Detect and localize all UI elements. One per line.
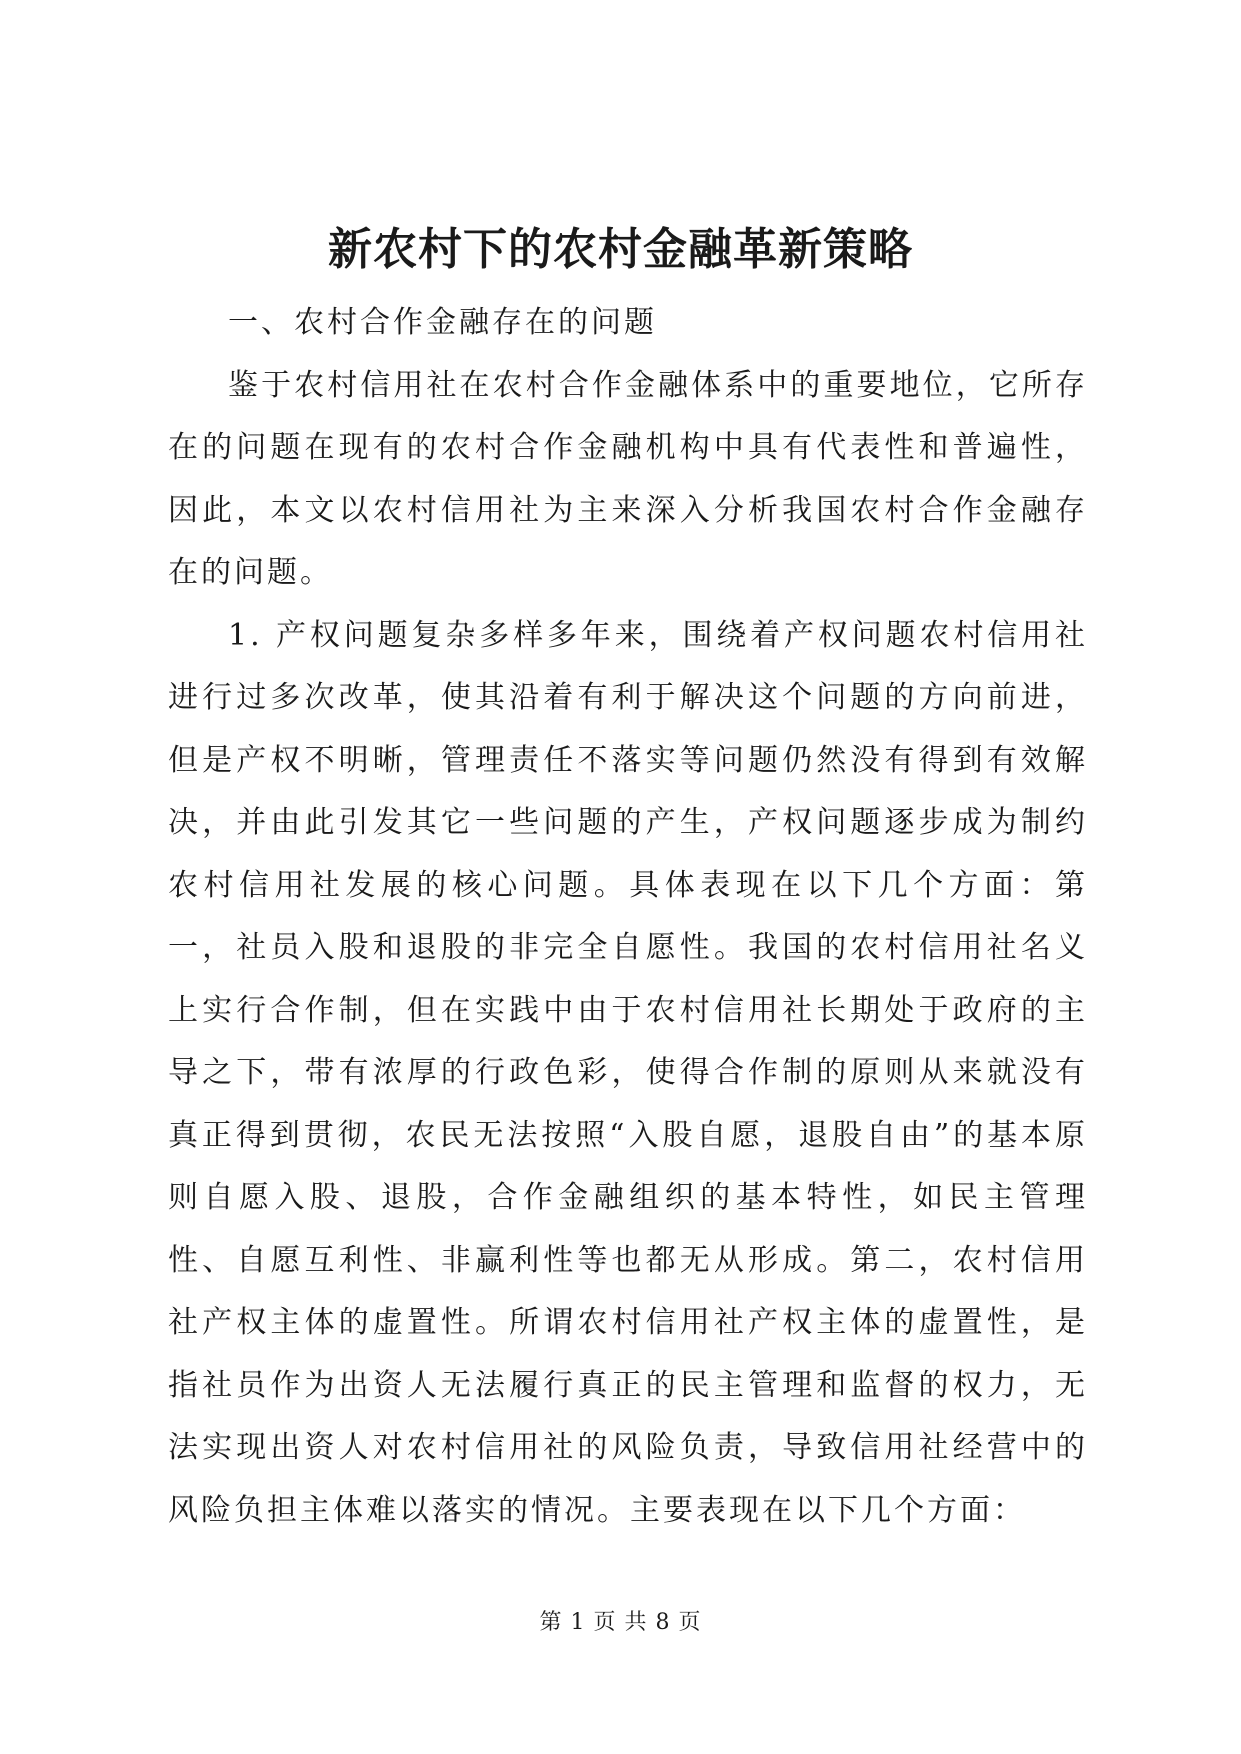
paragraph-property-rights: 1. 产权问题复杂多样多年来，围绕着产权问题农村信用社进行过多次改革，使其沿着有利于解决这个问题的方向前进，但是产权不明晰，管理责任不落实等问题仍然没有得到有效解决，并由此引发其它一些问题的产生，产权问题逐步成为制约农村信用社发展的核心问题。具体表现在以下几个方面：第一，社员入股和退股的非完全自愿性。我国的农村信用社名义上实行合作制，但在实践中由于农村信用社长期处于政府的主导之下，带有浓厚的行政色彩，使得合作制的原则从来就没有真正得到贯彻，农民无法按照“入股自愿，退股自由”的基本原则自愿入股、退股，合作金融组织的基本特性，如民主管理性、自愿互利性、非赢利性等也都无从形成。第二，农村信用社产权主体的虚置性。所谓农村信用社产权主体的虚置性，是指社员作为出资人无法履行真正的民主管理和监督的权力，无法实现出资人对农村信用社的风险负责，导致信用社经营中的风险负担主体难以落实的情况。主要表现在以下几个方面： xyxy=(168,617,1088,1528)
paragraph-intro: 鉴于农村信用社在农村合作金融体系中的重要地位，它所存在的问题在现有的农村合作金融机构中具有代表性和普遍性，因此，本文以农村信用社为主来深入分析我国农村合作金融存在的问题。 xyxy=(168,367,1088,590)
section-heading: 一、农村合作金融存在的问题 xyxy=(228,305,657,340)
document-title: 新农村下的农村金融革新策略 xyxy=(328,224,913,275)
document-body xyxy=(168,292,1088,1542)
page-number-footer: 第 1 页 共 8 页 xyxy=(539,1610,702,1635)
